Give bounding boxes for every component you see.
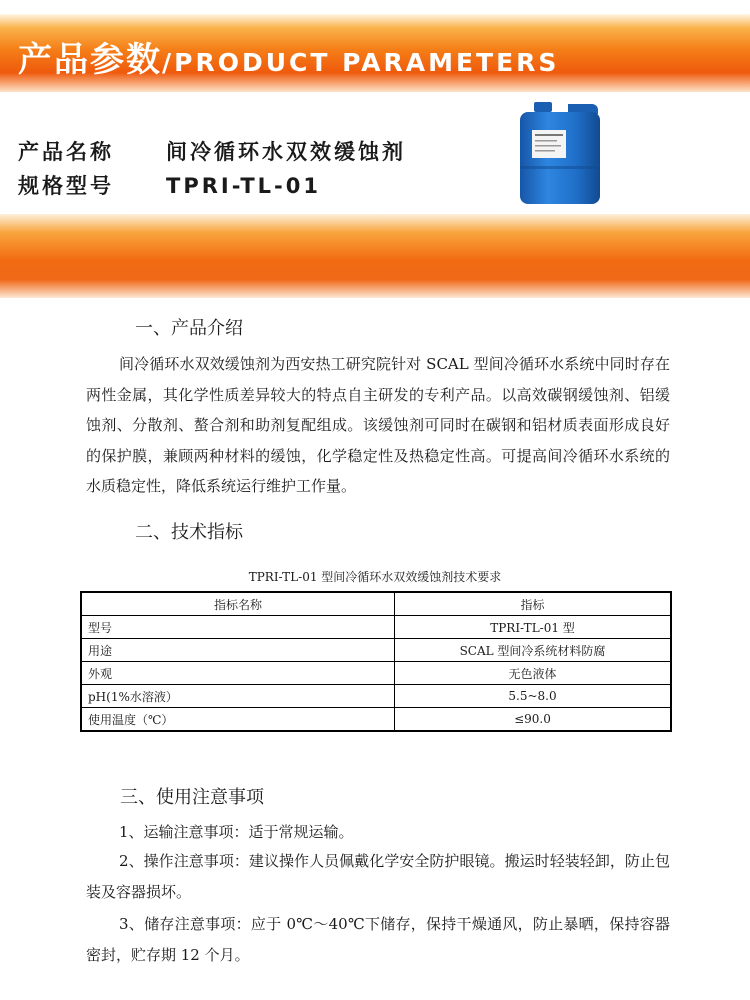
table-row (81, 616, 671, 639)
chemical-drum-icon (510, 100, 610, 206)
header-name: 指标名称 (81, 592, 395, 616)
row-value: ≤90.0 (395, 708, 672, 732)
product-model-label: 规格型号 (18, 174, 114, 198)
header-value: 指标 (395, 592, 672, 616)
row-label: 用途 (81, 639, 395, 662)
row-label: 外观 (81, 662, 395, 685)
header-banner (0, 14, 750, 92)
table-caption: TPRI-TL-01 型间冷循环水双效缓蚀剂技术要求 (248, 570, 502, 584)
row-label: 使用温度（℃） (81, 708, 395, 732)
row-value: SCAL 型间冷系统材料防腐 (395, 639, 672, 662)
table-row (81, 685, 671, 708)
page-title-en: /PRODUCT PARAMETERS (162, 48, 560, 77)
note-storage: 3、储存注意事项：应于 0℃～40℃下储存，保持干燥通风，防止暴晒，保持容器密封，贮存期 12 个月。 (86, 915, 670, 964)
table-row (81, 662, 671, 685)
row-label: pH(1%水溶液） (81, 685, 395, 708)
note-transport: 1、运输注意事项：适于常规运输。 (119, 823, 354, 841)
section-spec-title: 二、技术指标 (135, 522, 243, 543)
row-label: 型号 (81, 616, 395, 639)
note-operation: 2、操作注意事项：建议操作人员佩戴化学安全防护眼镜。搬运时轻装轻卸，防止包装及容器损坏。 (86, 852, 670, 901)
row-value: 5.5~8.0 (395, 685, 672, 708)
intro-paragraph: 间冷循环水双效缓蚀剂为西安热工研究院针对 SCAL 型间冷循环水系统中同时存在两性金属，其化学性质差异较大的特点自主研发的专利产品。以高效碳钢缓蚀剂、铝缓蚀剂、分散剂、螯合剂和助剂复配组成。该缓蚀剂可同时在碳钢和铝材质表面形成良好的保护膜，兼顾两种材料的缓蚀，化学稳定性及热稳定性高。可提高间冷循环水系统的水质稳定性，降低系统运行维护工作量。 (86, 355, 670, 495)
product-model-value: TPRI-TL-01 (166, 174, 321, 198)
page-title-cn: 产品参数 (18, 40, 162, 80)
product-name-label: 产品名称 (18, 140, 114, 164)
row-value: 无色液体 (395, 662, 672, 685)
section-notes-title: 三、使用注意事项 (120, 787, 264, 808)
divider-banner (0, 214, 750, 298)
product-model-row (18, 170, 321, 200)
row-value: TPRI-TL-01 型 (395, 616, 672, 639)
table-row (81, 639, 671, 662)
product-info (0, 92, 750, 214)
product-name-row (18, 136, 406, 166)
section-intro-title: 一、产品介绍 (135, 318, 243, 339)
product-name-value: 间冷循环水双效缓蚀剂 (166, 140, 406, 164)
table-header-row (81, 592, 671, 616)
page-title (18, 32, 559, 81)
table-row (81, 708, 671, 732)
spec-table (80, 591, 672, 732)
